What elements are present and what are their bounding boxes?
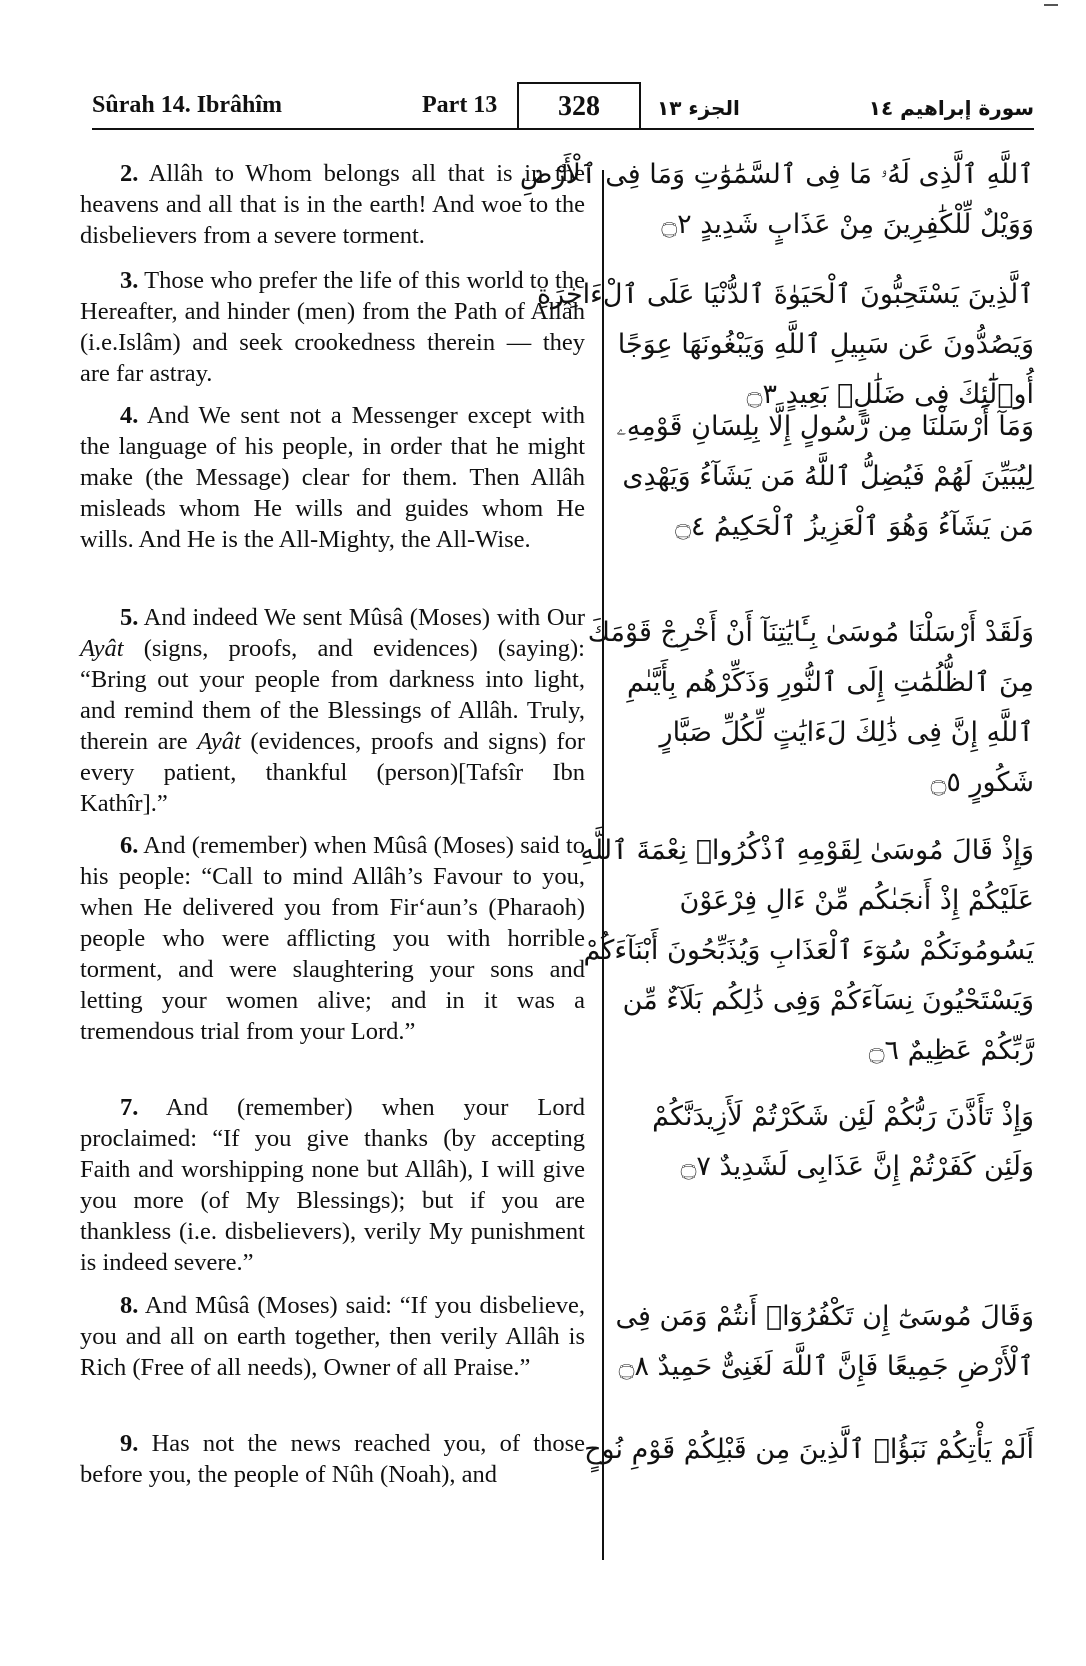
arabic-line: أَلَمْ يَأْتِكُمْ نَبَؤُا۟ ٱلَّذِينَ مِن قَبْلِكُمْ قَوْمِ نُوحٍ <box>584 1434 1034 1465</box>
part-label: Part 13 <box>422 92 498 118</box>
arabic-line: وَإِذْ قَالَ مُوسَىٰ لِقَوْمِهِ ٱذْكُرُوا۟ نِعْمَةَ ٱللَّهِ <box>580 835 1034 866</box>
verse-number: 4. <box>120 402 139 429</box>
arabic-line: وَيَصُدُّونَ عَن سَبِيلِ ٱللَّهِ وَيَبْغُونَهَا عِوَجًا <box>617 329 1034 360</box>
verse-number: 9. <box>120 1430 139 1457</box>
surah-title-english: Sûrah 14. Ibrâhîm <box>92 92 283 118</box>
verse-4-translation <box>80 400 585 555</box>
verse-text: Allâh to Whom belongs all that is in the heavens and all that is in the earth! And woe to the disbelievers from a severe torment. <box>80 160 585 249</box>
verse-4-arabic <box>616 402 1034 552</box>
verse-8-translation <box>80 1290 585 1383</box>
arabic-line: رَّبِّكُمْ عَظِيمٌ ۝٦ <box>868 1035 1034 1066</box>
arabic-line: وَمَآ أَرْسَلْنَا مِن رَّسُولٍ إِلَّا بِلِسَانِ قَوْمِهِۦ <box>616 411 1034 442</box>
arabic-line: يَسُومُونَكُمْ سُوٓءَ ٱلْعَذَابِ وَيُذَبِّحُونَ أَبْنَآءَكُمْ <box>583 935 1034 966</box>
arabic-line: وَيَسْتَحْيُونَ نِسَآءَكُمْ وَفِى ذَٰلِكُم بَلَآءٌ مِّن <box>622 985 1034 1016</box>
verse-text: (evidences, proofs and signs) for every patient, thankful (person)[Tafsîr Ibn Kathîr].” <box>80 728 585 817</box>
arabic-line: مِنَ ٱلظُّلُمَٰتِ إِلَى ٱلنُّورِ وَذَكِّرْهُم بِأَيَّىٰمِ <box>627 667 1034 698</box>
verse-9-arabic <box>584 1425 1034 1475</box>
verse-5-arabic <box>587 608 1034 808</box>
verse-text: And (remember) when Mûsâ (Moses) said to his people: “Call to mind Allâh’s Favour to you, when He delivered you from Fir‘aun’s (Pharaoh) people who were afflicting you with horrible torment, and were slaughtering your sons and letting your women alive; and in it was a tremendous trial from your Lord.” <box>80 832 585 1045</box>
term-ayat: Ayât <box>80 635 124 662</box>
verse-9-translation <box>80 1428 585 1490</box>
arabic-line: وَلَئِن كَفَرْتُمْ إِنَّ عَذَابِى لَشَدِيدٌ ۝٧ <box>680 1151 1034 1182</box>
arabic-line: مَن يَشَآءُ وَهُوَ ٱلْعَزِيزُ ٱلْحَكِيمُ ۝٤ <box>675 511 1034 542</box>
verse-2-arabic <box>519 150 1034 250</box>
verse-6-translation <box>80 830 585 1047</box>
arabic-line: عَلَيْكُمْ إِذْ أَنجَىٰكُم مِّنْ ءَالِ فِرْعَوْنَ <box>679 885 1034 916</box>
verse-text: And Mûsâ (Moses) said: “If you disbelieve, you and all on earth together, then verily Allâh is Rich (Free of all needs), Owner of all Praise.” <box>80 1292 585 1381</box>
verse-7-arabic <box>620 1092 1034 1192</box>
verse-number: 6. <box>120 832 139 859</box>
arabic-line: لِيُبَيِّنَ لَهُمْ فَيُضِلُّ ٱللَّهُ مَن يَشَآءُ وَيَهْدِى <box>622 461 1034 492</box>
arabic-line: ٱللَّهِ ٱلَّذِى لَهُۥ مَا فِى ٱلسَّمَٰوَٰتِ وَمَا فِى ٱلْأَرْضِ <box>519 159 1034 190</box>
term-ayat: Ayât <box>197 728 241 755</box>
verse-text: And indeed We sent Mûsâ (Moses) with Our <box>138 604 585 631</box>
verse-number: 8. <box>120 1292 139 1319</box>
juz-label-arabic: الجزء ١٣ <box>657 96 740 120</box>
verse-3-translation <box>80 265 585 389</box>
verse-3-arabic <box>536 270 1034 420</box>
verse-text: (signs, proofs, and evidences) (saying): “Bring out your people from darkness into light, and remind them of the Blessings of Allâh. Truly, therein are <box>80 635 585 755</box>
verse-2-translation <box>80 158 585 251</box>
page-header <box>92 84 1034 128</box>
verse-number: 3. <box>120 267 139 294</box>
page-number: 328 <box>558 91 600 122</box>
verse-6-arabic <box>580 826 1034 1076</box>
verse-text: And We sent not a Messenger except with the language of his people, in order that he might make (the Message) clear for them. Then Allâh misleads whom He wills and guides whom He wills. And He is the All-Mighty, the All-Wise. <box>80 402 585 553</box>
arabic-line: ٱلَّذِينَ يَسْتَحِبُّونَ ٱلْحَيَوٰةَ ٱلدُّنْيَا عَلَى ٱلْءَاخِرَةِ <box>536 279 1034 310</box>
page-number-box <box>517 82 641 128</box>
arabic-line: وَإِذْ تَأَذَّنَ رَبُّكُمْ لَئِن شَكَرْتُمْ لَأَزِيدَنَّكُمْ <box>652 1101 1034 1132</box>
verse-8-arabic <box>615 1292 1034 1392</box>
verse-text: And (remember) when your Lord proclaimed: “If you give thanks (by accepting Faith and worshipping none but Allâh), I will give you more (of My Blessings); but if you are thankless (i.e. disbelievers), verily My punishment is indeed severe.” <box>80 1094 585 1276</box>
arabic-line: وَوَيْلٌ لِّلْكَٰفِرِينَ مِنْ عَذَابٍ شَدِيدٍ ۝٢ <box>661 209 1034 240</box>
verse-7-translation <box>80 1092 585 1278</box>
arabic-line: ٱللَّهِ إِنَّ فِى ذَٰلِكَ لَءَايَٰتٍ لِّكُلِّ صَبَّارٍ <box>659 717 1034 748</box>
verse-number: 2. <box>120 160 139 187</box>
corner-mark <box>1044 4 1058 6</box>
arabic-line: وَلَقَدْ أَرْسَلْنَا مُوسَىٰ بِـَٔايَٰتِنَآ أَنْ أَخْرِجْ قَوْمَكَ <box>587 617 1034 648</box>
verse-5-translation <box>80 602 585 819</box>
arabic-line: وَقَالَ مُوسَىٰٓ إِن تَكْفُرُوٓا۟ أَنتُمْ وَمَن فِى <box>615 1301 1034 1332</box>
verse-text: Those who prefer the life of this world to the Hereafter, and hinder (men) from the Path of Allâh (i.e.Islâm) and seek crookedness therein — they are far astray. <box>80 267 585 387</box>
header-rule <box>92 128 1034 130</box>
arabic-line: ٱلْأَرْضِ جَمِيعًا فَإِنَّ ٱللَّهَ لَغَنِىٌّ حَمِيدٌ ۝٨ <box>618 1351 1034 1382</box>
arabic-line: أُو۟لَٰٓئِكَ فِى ضَلَٰلٍۭ بَعِيدٍ ۝٣ <box>746 379 1034 410</box>
verse-number: 5. <box>120 604 139 631</box>
arabic-line: شَكُورٍ ۝٥ <box>930 767 1034 798</box>
verse-text: Has not the news reached you, of those before you, the people of Nûh (Noah), and <box>80 1430 585 1488</box>
verse-number: 7. <box>120 1094 139 1121</box>
surah-title-arabic: سورة إبراهيم ١٤ <box>868 96 1034 120</box>
